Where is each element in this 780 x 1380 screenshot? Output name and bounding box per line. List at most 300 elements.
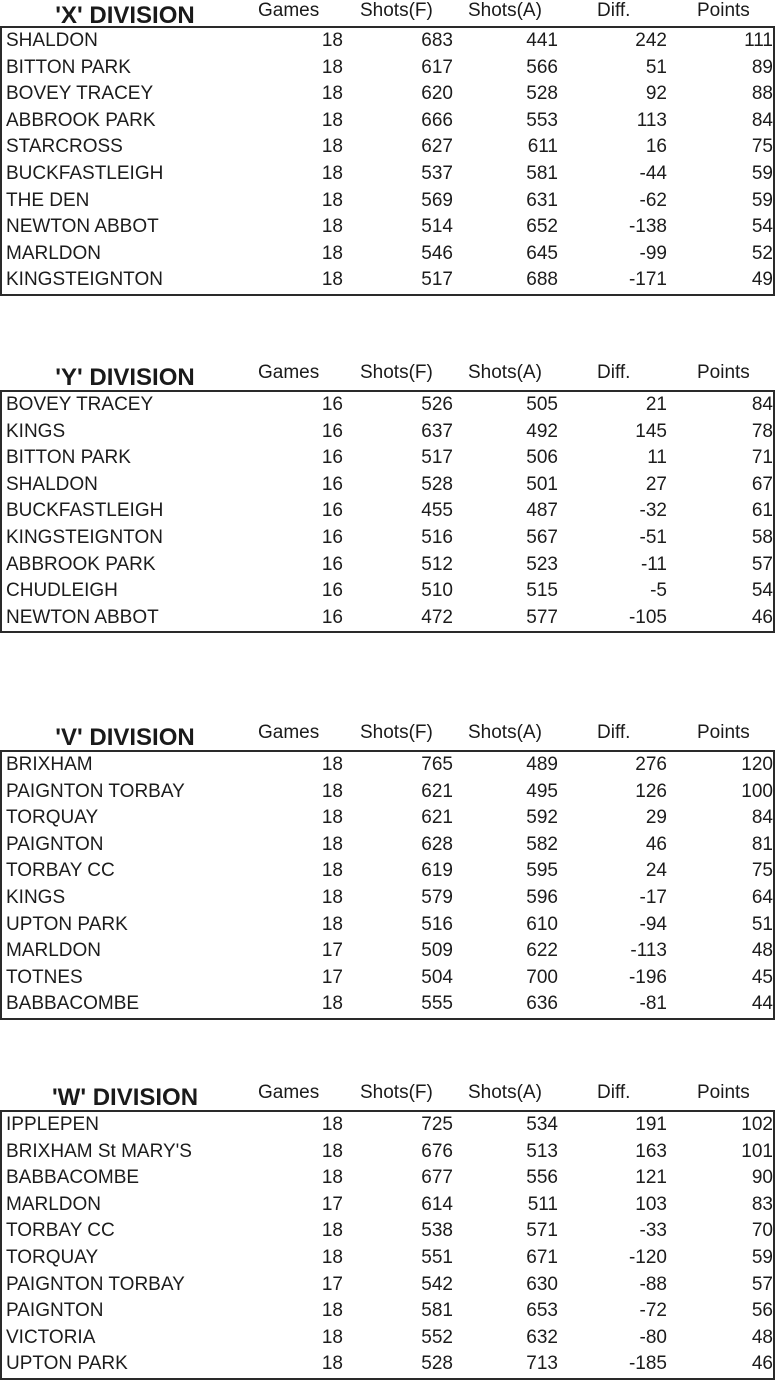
- table-row: [2, 1325, 773, 1352]
- shots-against-cell: 582: [526, 833, 558, 855]
- shots-for-cell: 516: [421, 526, 453, 548]
- games-cell: 18: [321, 833, 343, 855]
- team-name: UPTON PARK: [6, 1353, 128, 1375]
- shots-for-header: Shots(F): [360, 722, 433, 743]
- games-cell: 18: [321, 886, 343, 908]
- shots-against-cell: 611: [527, 136, 558, 158]
- team-name: NEWTON ABBOT: [6, 216, 159, 238]
- diff-cell: 29: [645, 807, 667, 829]
- points-cell: 81: [751, 833, 773, 855]
- diff-cell: 16: [645, 136, 667, 158]
- games-header: Games: [258, 1082, 320, 1103]
- diff-cell: -88: [639, 1273, 667, 1295]
- points-cell: 51: [751, 913, 773, 935]
- team-name: TORQUAY: [6, 807, 99, 829]
- team-name: TOTNES: [6, 966, 83, 988]
- shots-for-cell: 516: [421, 913, 453, 935]
- table-row: [2, 1272, 773, 1299]
- team-name: BUCKFASTLEIGH: [6, 162, 164, 184]
- shots-against-cell: 632: [526, 1326, 558, 1348]
- diff-header: Diff.: [597, 362, 631, 383]
- points-cell: 46: [751, 606, 773, 628]
- standings-box: [0, 390, 775, 633]
- diff-cell: -17: [639, 886, 667, 908]
- shots-for-cell: 569: [421, 189, 453, 211]
- diff-cell: 242: [635, 30, 667, 51]
- points-cell: 59: [751, 162, 773, 184]
- shots-for-cell: 677: [421, 1167, 453, 1189]
- shots-for-cell: 546: [421, 242, 453, 264]
- team-name: MARLDON: [6, 1193, 102, 1215]
- shots-against-cell: 534: [526, 1114, 558, 1135]
- games-cell: 16: [321, 580, 343, 602]
- diff-cell: 51: [645, 56, 667, 78]
- games-cell: 18: [321, 56, 343, 78]
- team-name: PAIGNTON TORBAY: [6, 1273, 185, 1295]
- table-row: [2, 472, 773, 499]
- shots-against-cell: 487: [526, 500, 558, 522]
- diff-cell: -44: [639, 162, 667, 184]
- points-header: Points: [697, 722, 750, 743]
- shots-against-header: Shots(A): [468, 0, 542, 21]
- diff-cell: 113: [636, 109, 667, 131]
- shots-for-cell: 637: [421, 420, 453, 442]
- points-cell: 84: [751, 807, 773, 829]
- games-cell: 17: [321, 1273, 343, 1295]
- shots-against-cell: 441: [526, 30, 558, 51]
- diff-cell: 24: [645, 860, 667, 882]
- table-row: [2, 832, 773, 859]
- games-cell: 16: [321, 526, 343, 548]
- games-cell: 16: [321, 553, 343, 575]
- shots-against-cell: 581: [526, 162, 558, 184]
- games-cell: 16: [321, 447, 343, 469]
- shots-for-cell: 537: [421, 162, 453, 184]
- table-row: [2, 134, 773, 161]
- diff-cell: 145: [635, 420, 667, 442]
- shots-against-cell: 492: [526, 420, 558, 442]
- table-row: [2, 965, 773, 992]
- table-row: [2, 779, 773, 806]
- shots-against-cell: 595: [526, 860, 558, 882]
- diff-cell: -11: [640, 553, 667, 575]
- team-name: CHUDLEIGH: [6, 580, 118, 602]
- division-header: [0, 0, 778, 28]
- shots-against-cell: 645: [526, 242, 558, 264]
- games-cell: 18: [321, 1167, 343, 1189]
- shots-against-cell: 592: [526, 807, 558, 829]
- points-cell: 52: [751, 242, 773, 264]
- table-row: [2, 392, 773, 419]
- points-cell: 101: [741, 1140, 773, 1162]
- shots-against-cell: 577: [526, 606, 558, 628]
- team-name: BOVEY TRACEY: [6, 83, 154, 105]
- division-title: 'X' DIVISION: [55, 2, 195, 29]
- shots-against-cell: 671: [526, 1246, 558, 1268]
- diff-cell: -81: [639, 993, 667, 1015]
- games-header: Games: [258, 0, 320, 21]
- games-cell: 17: [321, 1193, 343, 1215]
- games-header: Games: [258, 722, 320, 743]
- table-row: [2, 188, 773, 215]
- diff-cell: 276: [635, 754, 667, 775]
- table-row: [2, 498, 773, 525]
- team-name: MARLDON: [6, 940, 102, 962]
- games-cell: 18: [321, 269, 343, 291]
- points-cell: 83: [751, 1193, 773, 1215]
- shots-for-cell: 528: [421, 1353, 453, 1375]
- diff-cell: -62: [639, 189, 667, 211]
- shots-for-cell: 619: [421, 860, 453, 882]
- shots-for-cell: 542: [421, 1273, 453, 1295]
- diff-cell: -120: [628, 1246, 667, 1268]
- diff-header: Diff.: [597, 0, 631, 21]
- team-name: KINGSTEIGNTON: [6, 526, 163, 548]
- shots-for-cell: 683: [421, 30, 453, 51]
- points-cell: 45: [751, 966, 773, 988]
- table-row: [2, 1351, 773, 1378]
- games-cell: 16: [321, 473, 343, 495]
- team-name: PAIGNTON: [6, 1300, 104, 1322]
- games-cell: 18: [321, 1114, 343, 1135]
- team-name: BITTON PARK: [6, 447, 131, 469]
- points-cell: 71: [751, 447, 773, 469]
- division-header: [0, 362, 778, 390]
- division-table: [0, 720, 778, 1015]
- games-cell: 18: [321, 780, 343, 802]
- team-name: MARLDON: [6, 242, 102, 264]
- games-cell: 18: [321, 1353, 343, 1375]
- games-cell: 18: [321, 162, 343, 184]
- team-name: TORBAY CC: [6, 860, 115, 882]
- points-cell: 84: [751, 109, 773, 131]
- shots-for-cell: 617: [421, 56, 453, 78]
- team-name: VICTORIA: [6, 1326, 96, 1348]
- table-row: [2, 578, 773, 605]
- division-table: [0, 1080, 778, 1375]
- shots-against-cell: 495: [526, 780, 558, 802]
- diff-cell: 163: [635, 1140, 667, 1162]
- points-cell: 84: [751, 394, 773, 415]
- points-cell: 48: [751, 940, 773, 962]
- diff-cell: 21: [645, 394, 667, 415]
- shots-against-cell: 610: [526, 913, 558, 935]
- shots-against-cell: 566: [526, 56, 558, 78]
- team-name: ABBROOK PARK: [6, 109, 156, 131]
- games-cell: 18: [321, 1326, 343, 1348]
- games-cell: 17: [321, 940, 343, 962]
- table-row: [2, 81, 773, 108]
- team-name: BUCKFASTLEIGH: [6, 500, 164, 522]
- games-cell: 17: [321, 966, 343, 988]
- shots-for-cell: 552: [421, 1326, 453, 1348]
- table-row: [2, 445, 773, 472]
- points-header: Points: [697, 362, 750, 383]
- games-cell: 18: [321, 136, 343, 158]
- shots-against-cell: 652: [526, 216, 558, 238]
- shots-against-cell: 556: [526, 1167, 558, 1189]
- games-cell: 18: [321, 913, 343, 935]
- points-header: Points: [697, 1082, 750, 1103]
- points-cell: 61: [751, 500, 773, 522]
- points-cell: 102: [741, 1114, 773, 1135]
- shots-for-cell: 528: [421, 473, 453, 495]
- diff-cell: 46: [645, 833, 667, 855]
- points-cell: 48: [751, 1326, 773, 1348]
- table-row: [2, 1218, 773, 1245]
- division-title: 'Y' DIVISION: [55, 364, 195, 391]
- diff-cell: 92: [645, 83, 667, 105]
- team-name: BRIXHAM: [6, 754, 93, 775]
- shots-against-cell: 553: [526, 109, 558, 131]
- team-name: NEWTON ABBOT: [6, 606, 159, 628]
- diff-cell: 191: [635, 1114, 667, 1135]
- shots-against-cell: 501: [526, 473, 558, 495]
- table-row: [2, 1112, 773, 1139]
- diff-cell: -105: [628, 606, 667, 628]
- diff-cell: -51: [639, 526, 667, 548]
- shots-against-header: Shots(A): [468, 1082, 542, 1103]
- shots-for-cell: 628: [421, 833, 453, 855]
- shots-for-cell: 538: [421, 1220, 453, 1242]
- team-name: KINGS: [6, 420, 66, 442]
- points-cell: 56: [751, 1300, 773, 1322]
- shots-against-cell: 596: [526, 886, 558, 908]
- table-row: [2, 552, 773, 579]
- team-name: BRIXHAM St MARY'S: [6, 1140, 192, 1162]
- standings-box: [0, 26, 775, 296]
- points-cell: 57: [751, 1273, 773, 1295]
- games-cell: 18: [321, 754, 343, 775]
- table-row: [2, 525, 773, 552]
- shots-for-cell: 509: [421, 940, 453, 962]
- points-cell: 89: [751, 56, 773, 78]
- shots-against-cell: 630: [526, 1273, 558, 1295]
- shots-against-cell: 511: [527, 1193, 558, 1215]
- games-header: Games: [258, 362, 320, 383]
- shots-against-cell: 571: [526, 1220, 558, 1242]
- division-header: [0, 1082, 778, 1110]
- points-cell: 54: [751, 216, 773, 238]
- diff-cell: -33: [639, 1220, 667, 1242]
- shots-for-cell: 514: [421, 216, 453, 238]
- games-cell: 18: [321, 242, 343, 264]
- table-row: [2, 28, 773, 55]
- table-row: [2, 1165, 773, 1192]
- team-name: KINGS: [6, 886, 66, 908]
- games-cell: 16: [321, 606, 343, 628]
- standings-box: [0, 750, 775, 1020]
- table-row: [2, 858, 773, 885]
- team-name: KINGSTEIGNTON: [6, 269, 163, 291]
- diff-cell: -171: [628, 269, 667, 291]
- division-title: 'W' DIVISION: [51, 1084, 199, 1111]
- team-name: BOVEY TRACEY: [6, 394, 154, 415]
- team-name: ABBROOK PARK: [6, 553, 156, 575]
- diff-cell: -196: [628, 966, 667, 988]
- points-cell: 88: [751, 83, 773, 105]
- games-cell: 18: [321, 189, 343, 211]
- shots-for-cell: 510: [421, 580, 453, 602]
- shots-for-cell: 504: [421, 966, 453, 988]
- shots-for-cell: 472: [421, 606, 453, 628]
- shots-for-cell: 765: [421, 754, 453, 775]
- shots-against-cell: 506: [526, 447, 558, 469]
- team-name: PAIGNTON TORBAY: [6, 780, 185, 802]
- team-name: TORBAY CC: [6, 1220, 115, 1242]
- team-name: STARCROSS: [6, 136, 123, 158]
- shots-for-header: Shots(F): [360, 1082, 433, 1103]
- table-row: [2, 161, 773, 188]
- games-cell: 18: [321, 1300, 343, 1322]
- shots-against-cell: 636: [526, 993, 558, 1015]
- diff-cell: -32: [639, 500, 667, 522]
- shots-for-cell: 614: [421, 1193, 453, 1215]
- shots-against-cell: 505: [526, 394, 558, 415]
- division-table: [0, 0, 778, 291]
- points-cell: 59: [751, 189, 773, 211]
- points-cell: 46: [751, 1353, 773, 1375]
- points-cell: 58: [751, 526, 773, 548]
- points-cell: 120: [741, 754, 773, 775]
- diff-cell: -5: [650, 580, 667, 602]
- points-cell: 49: [751, 269, 773, 291]
- diff-cell: -80: [639, 1326, 667, 1348]
- table-row: [2, 55, 773, 82]
- table-row: [2, 267, 773, 294]
- table-row: [2, 938, 773, 965]
- shots-against-cell: 515: [526, 580, 558, 602]
- points-cell: 64: [751, 886, 773, 908]
- shots-for-cell: 620: [421, 83, 453, 105]
- shots-for-cell: 517: [421, 269, 453, 291]
- games-cell: 18: [321, 860, 343, 882]
- games-cell: 18: [321, 83, 343, 105]
- shots-for-cell: 555: [421, 993, 453, 1015]
- shots-against-header: Shots(A): [468, 722, 542, 743]
- diff-cell: -113: [630, 940, 667, 962]
- shots-against-cell: 688: [526, 269, 558, 291]
- diff-cell: 11: [647, 447, 667, 469]
- table-row: [2, 752, 773, 779]
- shots-for-header: Shots(F): [360, 0, 433, 21]
- team-name: UPTON PARK: [6, 913, 128, 935]
- division-header: [0, 722, 778, 750]
- shots-for-cell: 526: [421, 394, 453, 415]
- table-row: [2, 885, 773, 912]
- games-cell: 18: [321, 30, 343, 51]
- games-cell: 16: [321, 394, 343, 415]
- table-row: [2, 419, 773, 446]
- points-cell: 67: [751, 473, 773, 495]
- shots-for-cell: 517: [421, 447, 453, 469]
- team-name: IPPLEPEN: [6, 1114, 99, 1135]
- division-title: 'V' DIVISION: [55, 724, 195, 751]
- games-cell: 18: [321, 109, 343, 131]
- points-cell: 75: [751, 860, 773, 882]
- games-cell: 18: [321, 807, 343, 829]
- shots-for-cell: 725: [421, 1114, 453, 1135]
- diff-cell: 103: [635, 1193, 667, 1215]
- points-cell: 54: [751, 580, 773, 602]
- points-cell: 70: [751, 1220, 773, 1242]
- points-cell: 100: [741, 780, 773, 802]
- points-cell: 59: [751, 1246, 773, 1268]
- team-name: BABBACOMBE: [6, 993, 140, 1015]
- shots-for-cell: 455: [421, 500, 453, 522]
- shots-against-cell: 528: [526, 83, 558, 105]
- table-row: [2, 1245, 773, 1272]
- shots-against-header: Shots(A): [468, 362, 542, 383]
- shots-for-header: Shots(F): [360, 362, 433, 383]
- table-row: [2, 991, 773, 1018]
- games-cell: 18: [321, 1220, 343, 1242]
- table-row: [2, 108, 773, 135]
- shots-for-cell: 621: [421, 807, 453, 829]
- team-name: TORQUAY: [6, 1246, 99, 1268]
- diff-cell: -99: [639, 242, 667, 264]
- team-name: BABBACOMBE: [6, 1167, 140, 1189]
- team-name: PAIGNTON: [6, 833, 104, 855]
- table-row: [2, 605, 773, 632]
- shots-against-cell: 631: [526, 189, 558, 211]
- table-row: [2, 214, 773, 241]
- shots-against-cell: 700: [526, 966, 558, 988]
- shots-against-cell: 567: [526, 526, 558, 548]
- diff-cell: -94: [639, 913, 667, 935]
- shots-for-cell: 621: [421, 780, 453, 802]
- team-name: THE DEN: [6, 189, 90, 211]
- points-cell: 78: [751, 420, 773, 442]
- table-row: [2, 241, 773, 268]
- diff-header: Diff.: [597, 722, 631, 743]
- points-cell: 44: [751, 993, 773, 1015]
- diff-header: Diff.: [597, 1082, 631, 1103]
- points-cell: 90: [751, 1167, 773, 1189]
- diff-cell: 27: [645, 473, 667, 495]
- shots-against-cell: 622: [526, 940, 558, 962]
- diff-cell: -185: [628, 1353, 667, 1375]
- games-cell: 18: [321, 1140, 343, 1162]
- table-row: [2, 1192, 773, 1219]
- shots-for-cell: 551: [421, 1246, 453, 1268]
- team-name: SHALDON: [6, 473, 98, 495]
- table-row: [2, 1139, 773, 1166]
- shots-against-cell: 713: [526, 1353, 558, 1375]
- team-name: BITTON PARK: [6, 56, 131, 78]
- shots-for-cell: 579: [421, 886, 453, 908]
- games-cell: 18: [321, 993, 343, 1015]
- standings-box: [0, 1110, 775, 1380]
- diff-cell: -72: [639, 1300, 667, 1322]
- table-row: [2, 912, 773, 939]
- shots-for-cell: 512: [421, 553, 453, 575]
- shots-against-cell: 653: [526, 1300, 558, 1322]
- diff-cell: 126: [635, 780, 667, 802]
- table-row: [2, 1298, 773, 1325]
- shots-against-cell: 513: [526, 1140, 558, 1162]
- shots-against-cell: 523: [526, 553, 558, 575]
- division-table: [0, 360, 778, 628]
- table-row: [2, 805, 773, 832]
- shots-for-cell: 666: [421, 109, 453, 131]
- shots-against-cell: 489: [526, 754, 558, 775]
- team-name: SHALDON: [6, 30, 98, 51]
- shots-for-cell: 676: [421, 1140, 453, 1162]
- games-cell: 18: [321, 1246, 343, 1268]
- games-cell: 16: [321, 420, 343, 442]
- points-cell: 75: [751, 136, 773, 158]
